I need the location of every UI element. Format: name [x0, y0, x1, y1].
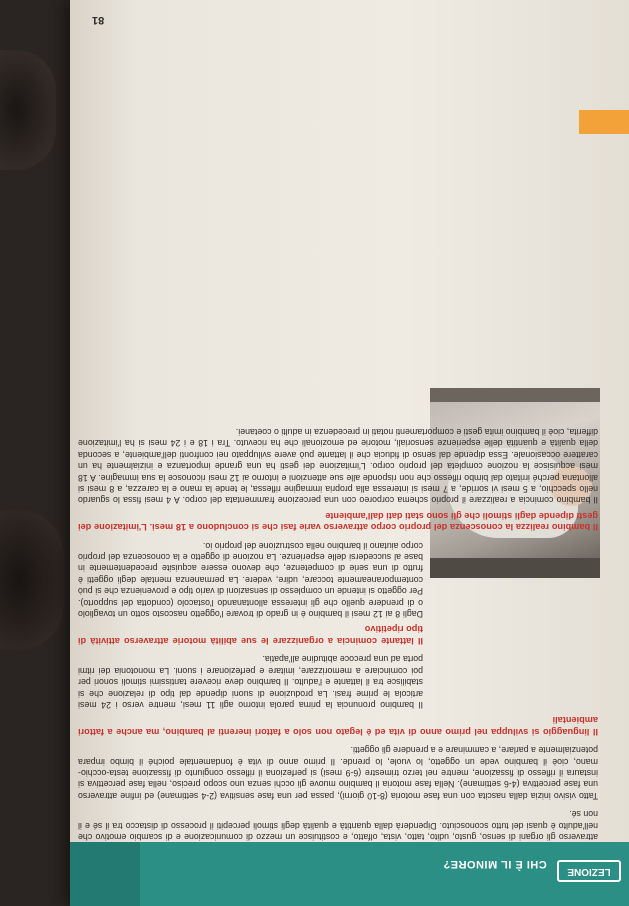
- band-shade: [70, 842, 140, 906]
- paragraph-tatto: Tatto visivo inizia dalla nascita con una fase motoria (8-10 giorni), passa per una fase sensitiva (2-4 settimane) ed infine attraverso una fase percettiva (4-6 settimane). Nella fase motoria il bambino muove gli occhi senza uno scopo preciso, nella fase percettiva si instaura il riflesso di fissazione, mentre nel terzo trimestre (6-9 mesi) si perfeziona il riflesso congiunto di fissazione testa-occhio-mano, cioè il bambino vede un oggetto, lo vuole, lo prende. Il primo anno di vita è fondamentale poiché il bimbo impara potenzialmente a parlare, a camminare e a prendere gli oggetti.: [78, 745, 598, 801]
- header-band: [70, 842, 629, 906]
- paragraph-lattante: Dagli 8 ai 12 mesi il bambino è in grado di trovare l'oggetto nascosto sotto un tovagliolo o di prendere quello che gli interessa allontanando l'ostacolo (condotta del supporto). Per oggetto si intende un complesso di sensazioni di vario tipo e provenienza che si può contemporaneamente toccare, udire, vedere. La permanenza mentale degli oggetti è frutto di una serie di competenze, che devono essere acquisite precedentemente in base al succedersi delle esperienze. La nozione di oggetto e la conoscenza del proprio corpo aiutano il bambino nella costruzione del proprio io.: [78, 540, 423, 620]
- finger: [0, 50, 56, 170]
- heading-linguaggio: Il linguaggio si sviluppa nel primo anno di vita ed è legato non solo a fattori inerenti al bambino, ma anche a fattori ambientali: [78, 715, 598, 737]
- heading-lattante: Il lattante comincia a organizzare le sue abilità motorie attraverso attività di tipo ripetitivo: [78, 624, 423, 646]
- lesson-badge: LEZIONE: [557, 860, 621, 882]
- page-number: 81: [92, 14, 105, 26]
- chapter-title: CHI È IL MINORE?: [443, 858, 547, 870]
- paragraph-intro: attraverso gli organi di senso, gusto, udito, tatto, vista, olfatto, e costituisce un mezzo di comunicazione e di scambio emotivo che nell'adulto è quasi del tutto sconosciuto. Dipenderà dalla quantità e qualità degli stimoli percepiti il processo di distacco tra il sé e il non sé.: [78, 809, 598, 842]
- finger: [0, 510, 64, 650]
- heading-corpo: Il bambino realizza la conoscenza del proprio corpo attraverso varie fasi che si concludono a 18 mesi. L'imitazione dei gesti dipende dagli stimoli che gli sono stati dati dall'ambiente: [78, 510, 598, 533]
- paragraph-linguaggio: Il bambino pronuncia la prima parola intorno agli 11 mesi, mentre verso i 24 mesi articola le prime frasi. La produzione di suoni dipende dal tipo di relazione che si stabilisce tra il lattante e l'adulto. Il bambino deve ricevere tantissimi stimoli sonori per poi cominciare a memorizzare, imitare e perfezionare i suoni. La monotonia dei ritmi porta ad una precoce abitudine all'apatia.: [78, 654, 423, 710]
- page-text: [78, 90, 598, 842]
- paragraph-corpo: Il bambino comincia a realizzare il proprio schema corporeo con una percezione frammentata del corpo. A 4 mesi fissa lo sguardo nello specchio, a 5 mesi vi sorride, a 7 mesi si interessa alla propria immagine riflessa, le tende la mano e la carezza, a 8 mesi si allontana perché irritato dal bimbo riflesso che non risponde alle sue attenzioni e intorno ai 12 mesi riconosce la sua immagine. A 18 mesi acquisisce la nozione completa del proprio corpo. L'imitazione dei gesti ha una grande importanza e inizialmente ha un carattere occasionale. Essa dipende dal senso di fiducia che il lattante può avere sviluppato nei confronti dell'ambiente, a seconda della qualità e quantità delle esperienze sensoriali, motorie ed emozionali che ha ricevuto. Tra i 18 e i 24 mesi si ha l'imitazione differita, cioè il bambino imita gesti e comportamenti notati in precedenza in adulti o coetanei.: [78, 427, 598, 506]
